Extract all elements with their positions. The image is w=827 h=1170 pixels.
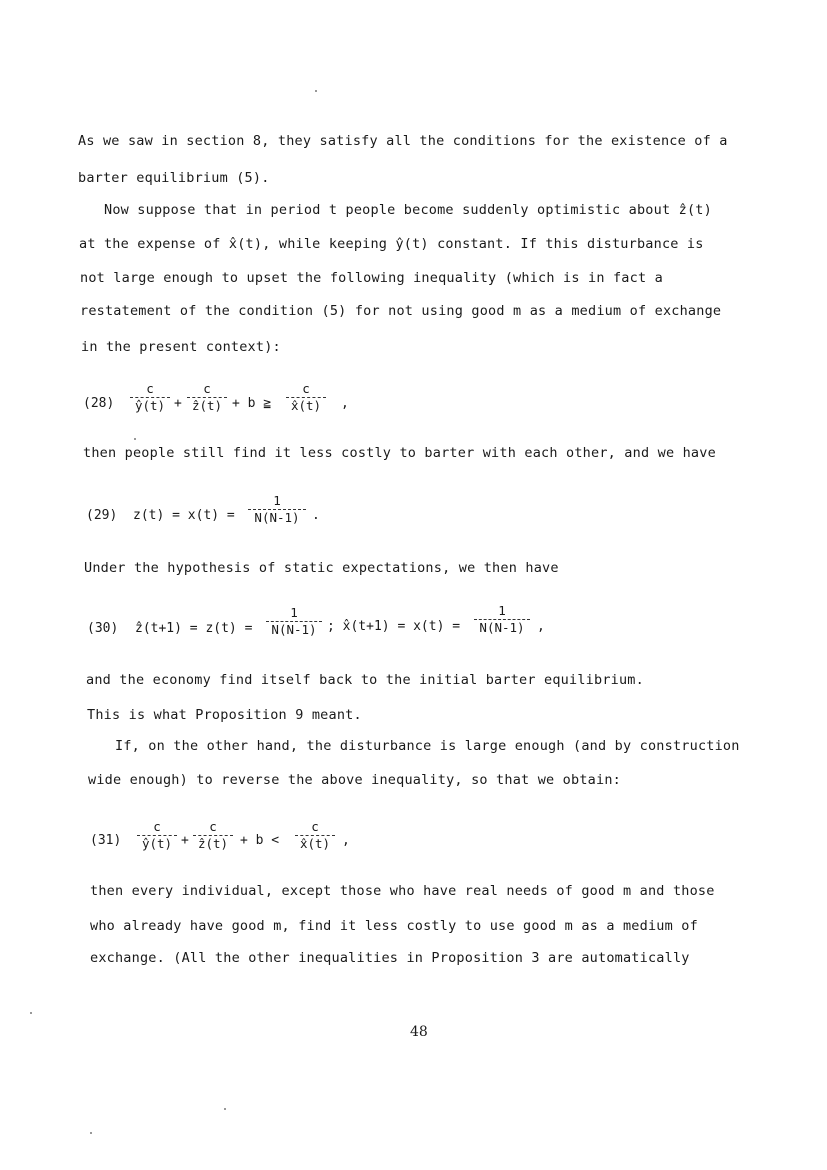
denominator: N(N-1) (479, 620, 525, 635)
denominator: ẑ(t) (197, 836, 229, 851)
text-line: restatement of the condition (5) for not using good m as a medium of exchange (80, 303, 722, 319)
fraction (130, 382, 170, 413)
text-line: not large enough to upset the following inequality (which is in fact a (80, 270, 663, 286)
denominator: N(N-1) (271, 622, 317, 637)
denominator: x̂(t) (290, 398, 322, 413)
numerator: c (146, 381, 154, 396)
fraction (474, 604, 530, 635)
equation-number: (31) (90, 833, 122, 848)
numerator: c (311, 819, 319, 834)
text-line: then people still find it less costly to barter with each other, and we have (83, 445, 716, 461)
numerator: 1 (290, 605, 298, 620)
equation-number: (30) (87, 621, 119, 636)
denominator: ẑ(t) (191, 398, 223, 413)
equation-middle: ; x̂(t+1) = x(t) = (327, 619, 461, 634)
fraction (193, 820, 233, 851)
denominator: ŷ(t) (141, 836, 173, 851)
text-line: Under the hypothesis of static expectations, we then have (84, 560, 559, 576)
numerator: 1 (273, 493, 281, 508)
punctuation: . (312, 508, 320, 523)
fraction (295, 820, 335, 851)
scan-speck (315, 90, 317, 92)
text-line: exchange. (All the other inequalities in Proposition 3 are automatically (90, 950, 690, 966)
numerator: c (153, 819, 161, 834)
fraction (187, 382, 227, 413)
numerator: 1 (498, 603, 506, 618)
equation-number: (28) (83, 396, 115, 411)
text-line: wide enough) to reverse the above inequality, so that we obtain: (88, 772, 621, 788)
numerator: c (209, 819, 217, 834)
text-line: who already have good m, find it less costly to use good m as a medium of (90, 918, 698, 934)
denominator: x̂(t) (299, 836, 331, 851)
equation-number: (29) (86, 508, 118, 523)
operator: + b < (240, 833, 280, 848)
fraction (286, 382, 326, 413)
text-line: Now suppose that in period t people become suddenly optimistic about ẑ(t) (104, 202, 712, 218)
scan-speck (90, 1132, 92, 1134)
plus-operator: + (181, 833, 189, 848)
punctuation: , (341, 396, 349, 411)
scan-speck (30, 1012, 32, 1014)
text-line: and the economy find itself back to the initial barter equilibrium. (86, 672, 644, 688)
text-line: As we saw in section 8, they satisfy all the conditions for the existence of a (78, 133, 728, 149)
text-line: at the expense of x̂(t), while keeping ŷ(t) constant. If this disturbance is (79, 236, 704, 252)
text-line: If, on the other hand, the disturbance is large enough (and by construction (115, 738, 740, 754)
operator: + b ≧ (232, 396, 272, 411)
fraction (137, 820, 177, 851)
text-line: barter equilibrium (5). (78, 170, 270, 186)
numerator: c (302, 381, 310, 396)
denominator: N(N-1) (254, 510, 300, 525)
text-line: This is what Proposition 9 meant. (87, 707, 362, 723)
punctuation: , (537, 619, 545, 634)
page-number: 48 (410, 1024, 428, 1040)
scan-speck (224, 1108, 226, 1110)
plus-operator: + (174, 396, 182, 411)
fraction (266, 606, 322, 637)
numerator: c (203, 381, 211, 396)
equation-lhs: z(t) = x(t) = (133, 508, 235, 523)
denominator: ŷ(t) (134, 398, 166, 413)
equation-lhs: ẑ(t+1) = z(t) = (135, 621, 253, 636)
fraction (248, 494, 306, 525)
scan-speck (134, 438, 136, 440)
text-line: then every individual, except those who have real needs of good m and those (90, 883, 715, 899)
punctuation: , (342, 833, 350, 848)
text-line: in the present context): (81, 339, 281, 355)
